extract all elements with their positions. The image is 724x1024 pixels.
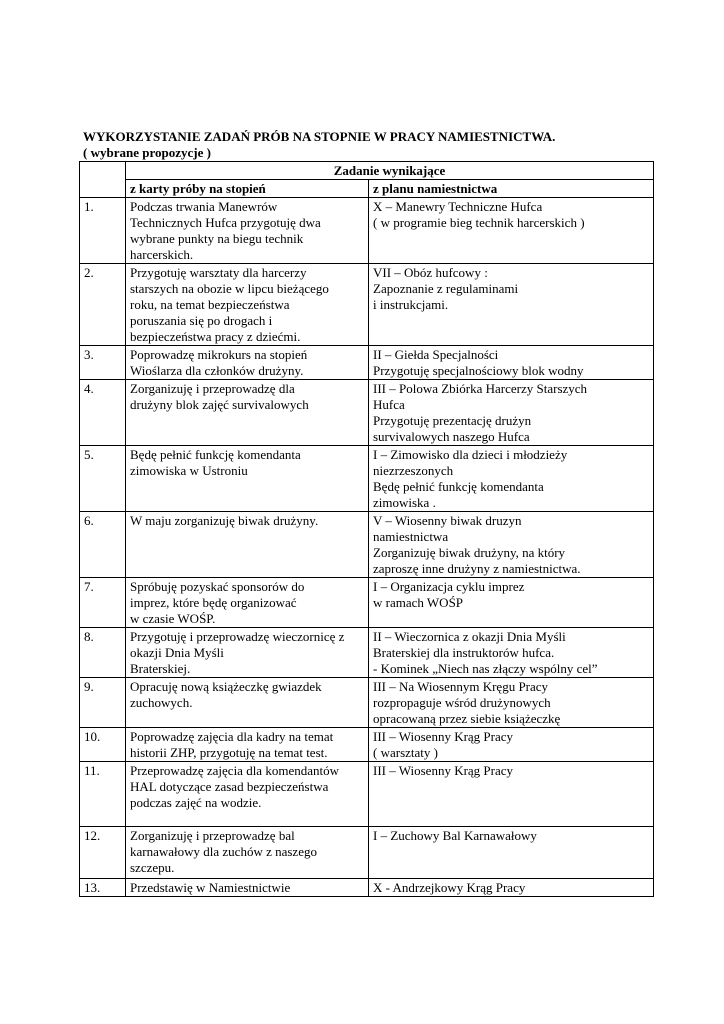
table-row (80, 728, 654, 762)
row-number: 4. (80, 380, 126, 446)
row-number: 10. (80, 728, 126, 762)
row-karta-task: Opracuję nową książeczkę gwiazdek zuchowych. (126, 678, 369, 728)
table-row (80, 628, 654, 678)
row-number: 6. (80, 512, 126, 578)
row-plan-task: III – Wiosenny Krąg Pracy (369, 762, 654, 827)
row-karta-task: W maju zorganizuję biwak drużyny. (126, 512, 369, 578)
row-karta-task: Podczas trwania Manewrów Technicznych Hufca przygotuję dwa wybrane punkty na biegu technik harcerskich. (126, 198, 369, 264)
row-number: 8. (80, 628, 126, 678)
row-plan-task: II – Wieczornica z okazji Dnia Myśli Braterskiej dla instruktorów hufca. - Kominek „Niech nas złączy wspólny cel” (369, 628, 654, 678)
row-plan-task: III – Wiosenny Krąg Pracy ( warsztaty ) (369, 728, 654, 762)
table-row (80, 578, 654, 628)
document-title (83, 129, 683, 161)
group-header-cell: Zadanie wynikające (126, 162, 654, 180)
row-plan-task: II – Giełda Specjalności Przygotuję specjalnościowy blok wodny (369, 346, 654, 380)
row-number: 7. (80, 578, 126, 628)
table-row (80, 762, 654, 827)
row-plan-task: V – Wiosenny biwak druzyn namiestnictwa Zorganizuję biwak drużyny, na który zaproszę inne drużyny z namiestnictwa. (369, 512, 654, 578)
table-row (80, 827, 654, 879)
row-plan-task: I – Zimowisko dla dzieci i młodzieży niezrzeszonych Będę pełnić funkcję komendanta zimowiska . (369, 446, 654, 512)
table-group-header-row (80, 162, 654, 180)
row-number: 13. (80, 879, 126, 897)
table-row (80, 380, 654, 446)
row-number: 11. (80, 762, 126, 827)
row-karta-task: Przedstawię w Namiestnictwie (126, 879, 369, 897)
title-line-subtitle: ( wybrane propozycje ) (83, 145, 211, 160)
row-karta-task: Przygotuję warsztaty dla harcerzy starszych na obozie w lipcu bieżącego roku, na temat bezpieczeństwa poruszania się po drogach i bezpieczeństwa pracy z dziećmi. (126, 264, 369, 346)
row-number: 3. (80, 346, 126, 380)
row-plan-task: VII – Obóz hufcowy : Zapoznanie z regulaminami i instrukcjami. (369, 264, 654, 346)
row-number: 5. (80, 446, 126, 512)
row-karta-task: Zorganizuję i przeprowadzę dla drużyny blok zajęć survivalowych (126, 380, 369, 446)
row-karta-task: Poprowadzę mikrokurs na stopień Wioślarza dla członków drużyny. (126, 346, 369, 380)
table-column-header-row (80, 180, 654, 198)
row-plan-task: III – Polowa Zbiórka Harcerzy Starszych Hufca Przygotuję prezentację drużyn survivalowych naszego Hufca (369, 380, 654, 446)
table-row (80, 512, 654, 578)
table-row (80, 198, 654, 264)
column-header-planu: z planu namiestnictwa (369, 180, 654, 198)
row-plan-task: I – Zuchowy Bal Karnawałowy (369, 827, 654, 879)
row-plan-task: I – Organizacja cyklu imprez w ramach WOŚP (369, 578, 654, 628)
row-karta-task: Przygotuję i przeprowadzę wieczornicę z okazji Dnia Myśli Braterskiej. (126, 628, 369, 678)
table-row (80, 678, 654, 728)
row-karta-task: Spróbuję pozyskać sponsorów do imprez, które będę organizować w czasie WOŚP. (126, 578, 369, 628)
row-karta-task: Zorganizuję i przeprowadzę bal karnawałowy dla zuchów z naszego szczepu. (126, 827, 369, 879)
column-header-karty: z karty próby na stopień (126, 180, 369, 198)
row-plan-task: X – Manewry Techniczne Hufca ( w programie bieg technik harcerskich ) (369, 198, 654, 264)
row-number: 1. (80, 198, 126, 264)
table-row (80, 346, 654, 380)
title-line-main: WYKORZYSTANIE ZADAŃ PRÓB NA STOPNIE W PRACY NAMIESTNICTWA. (83, 129, 556, 144)
table-row (80, 264, 654, 346)
empty-corner-cell (80, 162, 126, 198)
row-karta-task: Przeprowadzę zajęcia dla komendantów HAL dotyczące zasad bezpieczeństwa podczas zajęć na wodzie. (126, 762, 369, 827)
row-karta-task: Poprowadzę zajęcia dla kadry na temat historii ZHP, przygotuję na temat test. (126, 728, 369, 762)
row-number: 9. (80, 678, 126, 728)
tasks-table (79, 161, 654, 897)
row-plan-task: III – Na Wiosennym Kręgu Pracy rozpropaguje wśród drużynowych opracowaną przez siebie książeczkę (369, 678, 654, 728)
row-karta-task: Będę pełnić funkcję komendanta zimowiska w Ustroniu (126, 446, 369, 512)
table-row (80, 879, 654, 897)
row-number: 12. (80, 827, 126, 879)
row-plan-task: X - Andrzejkowy Krąg Pracy (369, 879, 654, 897)
row-number: 2. (80, 264, 126, 346)
table-row (80, 446, 654, 512)
